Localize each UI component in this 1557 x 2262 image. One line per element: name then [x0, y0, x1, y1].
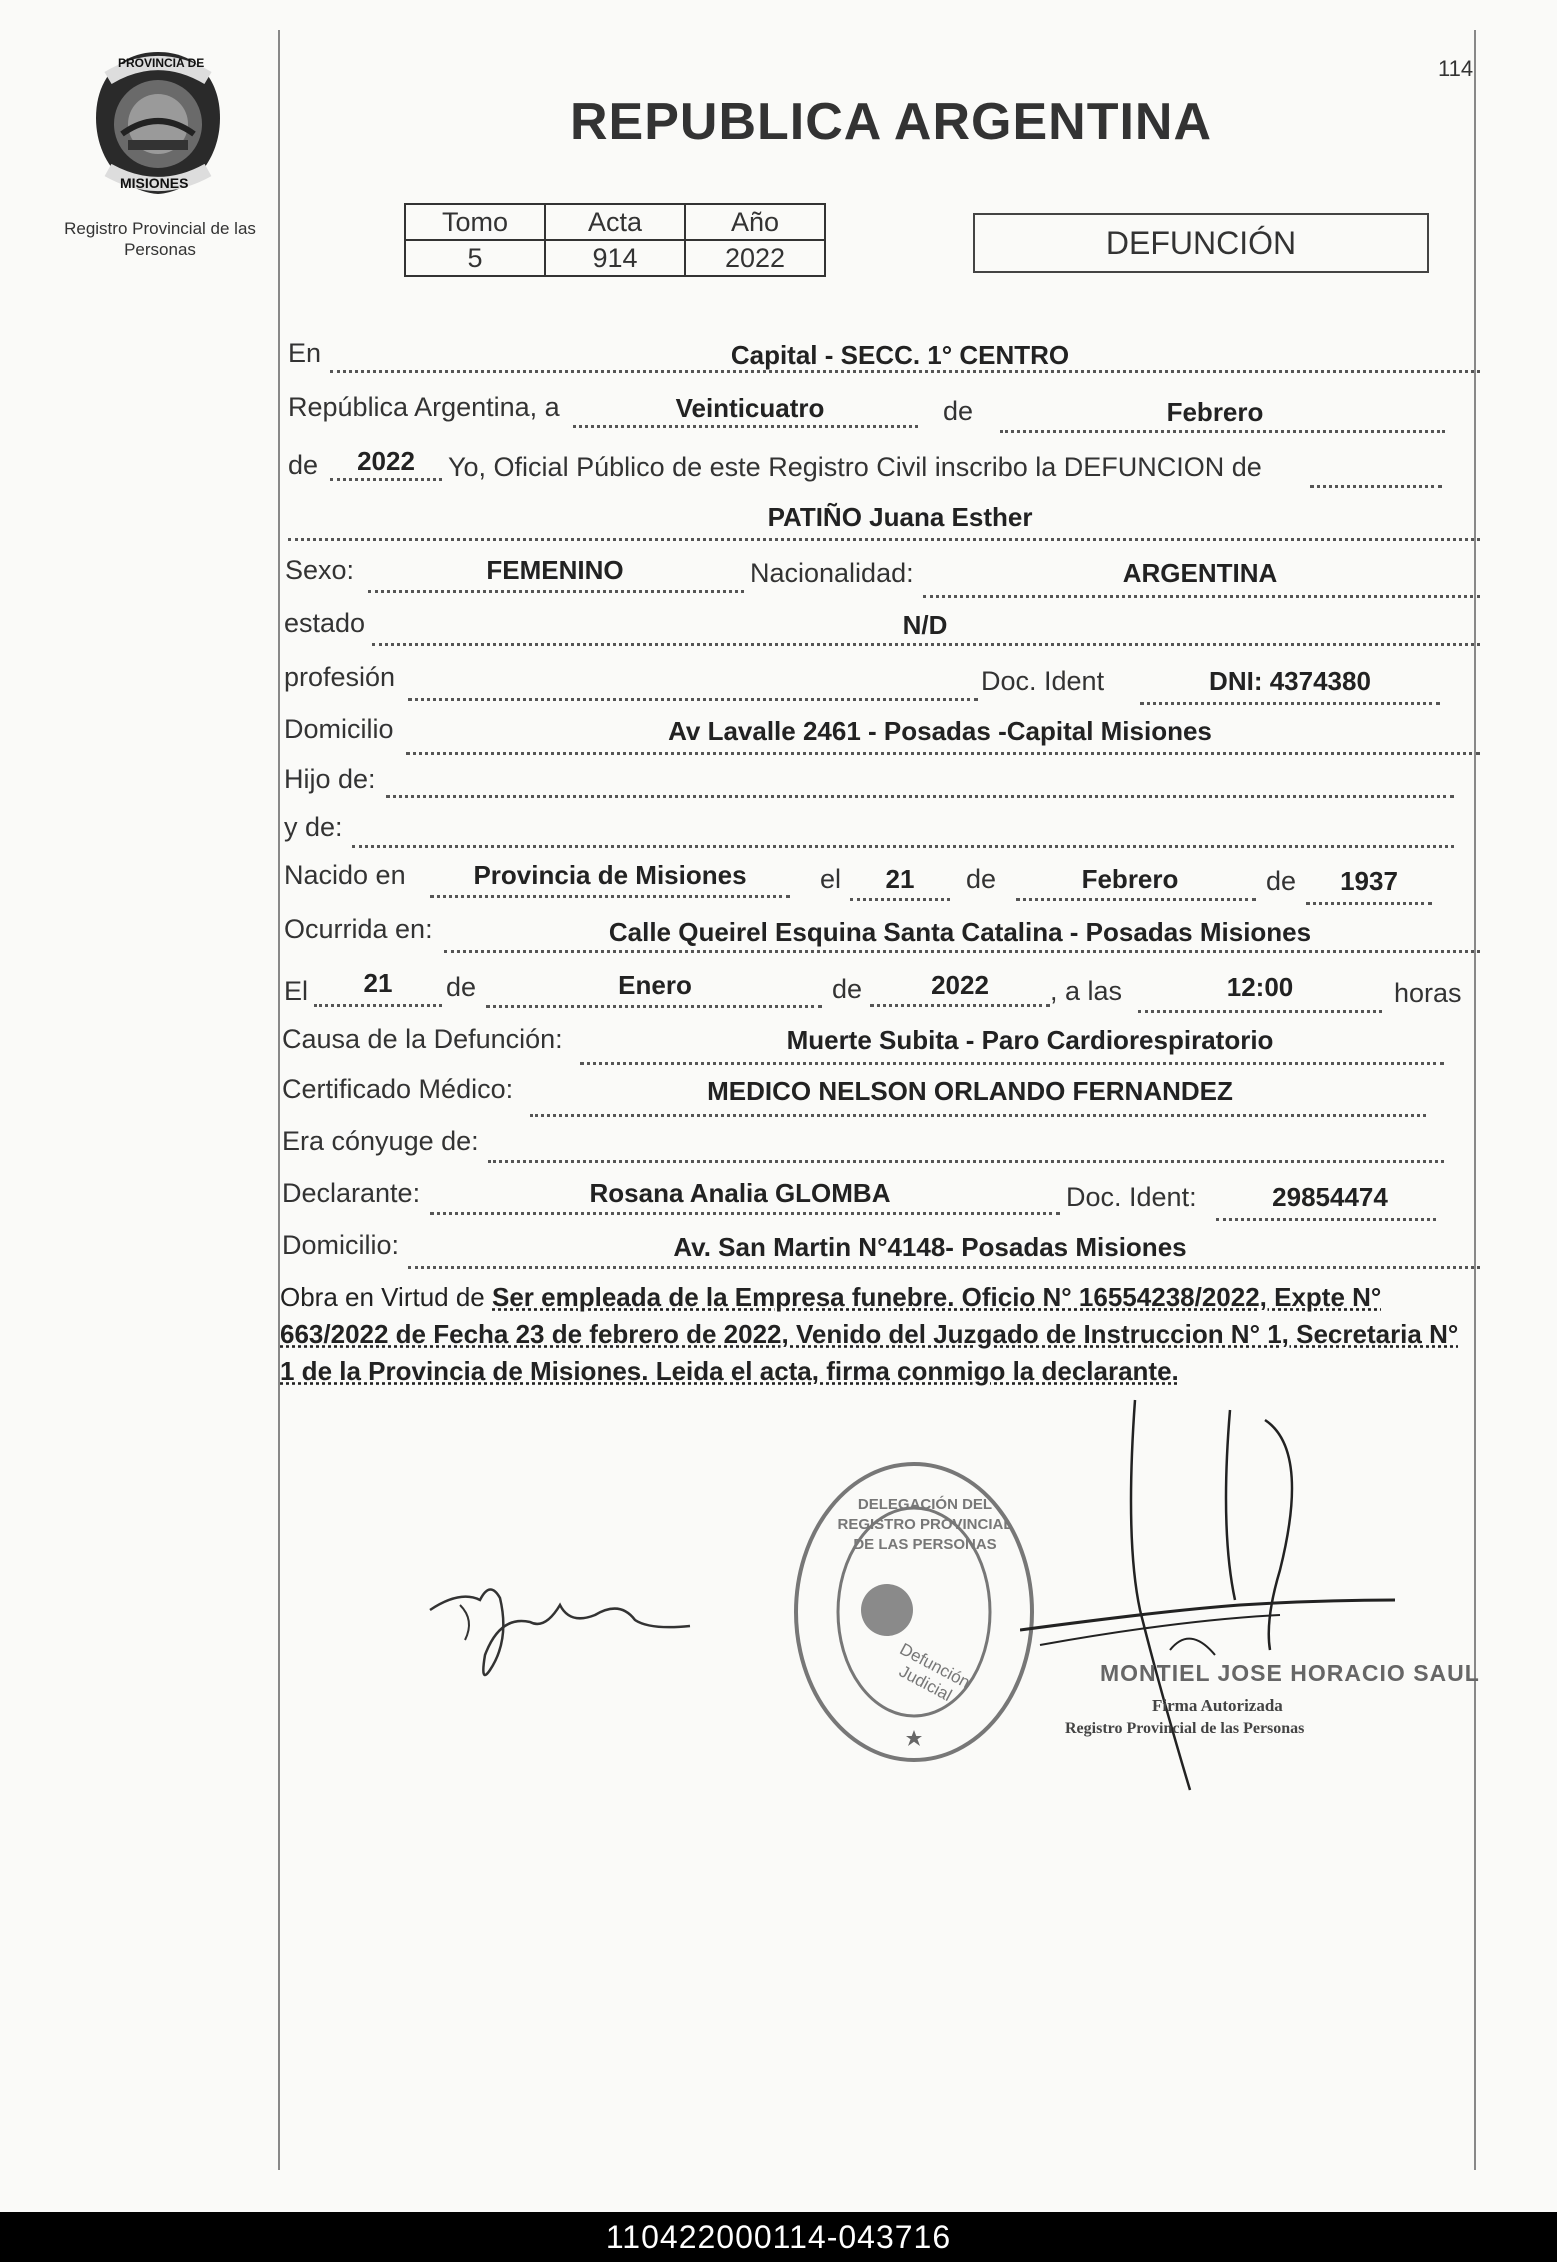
record-table-value-row: [405, 240, 825, 276]
el2-label: El: [284, 976, 309, 1006]
nacionalidad-value: ARGENTINA: [1122, 558, 1278, 588]
birth-month-line: [1016, 898, 1256, 901]
obra-label: Obra en Virtud de: [280, 1282, 485, 1312]
de-year-label: de: [288, 450, 319, 480]
y-de-line: [352, 845, 1454, 848]
declarante-value: Rosana Analia GLOMBA: [589, 1178, 891, 1208]
declarante-label: Declarante:: [282, 1178, 421, 1208]
left-margin-line: [278, 30, 280, 2170]
document-barcode-number: 110422000114-043716: [0, 2212, 1557, 2262]
death-time: 12:00: [1226, 972, 1294, 1002]
table-header-anio: Año: [685, 204, 825, 240]
death-time-line: [1138, 1010, 1382, 1013]
en-value: Capital - SECC. 1° CENTRO: [730, 340, 1070, 370]
doc-ident-value: DNI: 4374380: [1209, 666, 1371, 696]
death-day-line: [314, 1004, 442, 1007]
y-de-label: y de:: [284, 812, 343, 842]
day-line: [573, 425, 918, 428]
doc-ident2-label: Doc. Ident:: [1066, 1182, 1197, 1212]
birth-day-line: [850, 898, 950, 901]
nacido-value: Provincia de Misiones: [473, 860, 747, 890]
inscribo-text: Yo, Oficial Público de este Registro Civil inscribo la DEFUNCION de: [448, 452, 1262, 482]
certificado-line: [530, 1114, 1426, 1117]
ocurrida-value: Calle Queirel Esquina Santa Catalina - Posadas Misiones: [608, 917, 1312, 947]
nacido-label: Nacido en: [284, 860, 406, 890]
conyuge-label: Era cónyuge de:: [282, 1126, 479, 1156]
birth-year: 1937: [1340, 866, 1398, 896]
causa-line: [580, 1062, 1444, 1065]
nacido-line: [430, 895, 790, 898]
year-line: [330, 478, 442, 481]
table-header-tomo: Tomo: [405, 204, 545, 240]
certificado-label: Certificado Médico:: [282, 1074, 514, 1104]
hijo-label: Hijo de:: [284, 764, 376, 794]
obra-value: Ser empleada de la Empresa funebre. Oficio N° 16554238/2022, Expte N° 663/2022 de Fecha 23 de febrero de 2022, Venido del Juzgado de Instruccion N° 1, Secretaria N° 1 de la Provincia de Misiones. Leida el acta, firma conmigo la declarante.: [280, 1282, 1459, 1386]
declarante-line: [430, 1212, 1060, 1215]
conyuge-line: [488, 1160, 1444, 1163]
logo-text-top: PROVINCIA DE: [118, 56, 205, 70]
doc-ident2-line: [1216, 1218, 1436, 1221]
month-value: Febrero: [1166, 397, 1264, 427]
death-day: 21: [363, 968, 393, 998]
death-month-line: [486, 1005, 822, 1008]
death-year-line: [870, 1004, 1050, 1007]
el-label: el: [820, 864, 842, 894]
inscribo-line: [1310, 485, 1442, 488]
record-table-header-row: [405, 204, 825, 240]
certificado-value: MEDICO NELSON ORLANDO FERNANDEZ: [707, 1076, 1233, 1106]
doc-ident2-value: 29854474: [1272, 1182, 1388, 1212]
sexo-value: FEMENINO: [486, 555, 624, 585]
doc-ident-line: [1140, 702, 1440, 705]
nacionalidad-line: [923, 595, 1480, 598]
birth-year-line: [1306, 902, 1432, 905]
stamp-ring-text: DELEGACIÓN DEL REGISTRO PROVINCIAL DE LAS PERSONAS: [837, 1496, 1013, 1553]
birth-day: 21: [885, 864, 915, 894]
de4-label: de: [446, 972, 477, 1002]
declarante-signature: [420, 1560, 700, 1700]
hijo-line: [386, 795, 1454, 798]
causa-value: Muerte Subita - Paro Cardiorespiratorio: [786, 1025, 1274, 1055]
year-value: 2022: [357, 446, 415, 476]
doc-ident-label: Doc. Ident: [981, 666, 1105, 696]
stamp-inner-text: Defunción Judicial: [896, 1639, 974, 1706]
estado-value: N/D: [902, 610, 948, 640]
deceased-name: PATIÑO Juana Esther: [767, 502, 1033, 532]
de-label: de: [943, 396, 974, 426]
official-signature: [1020, 1390, 1400, 1810]
a-las-label: , a las: [1050, 976, 1123, 1006]
obra-paragraph: [280, 1279, 1475, 1390]
logo-text-bottom: MISIONES: [120, 175, 189, 191]
page-number: 114: [1438, 56, 1474, 81]
name-line: [288, 538, 1480, 541]
domicilio-value: Av Lavalle 2461 - Posadas -Capital Misiones: [668, 716, 1212, 746]
domicilio-line: [406, 752, 1480, 755]
table-header-acta: Acta: [545, 204, 685, 240]
causa-label: Causa de la Defunción:: [282, 1024, 563, 1054]
table-value-acta: 914: [545, 240, 685, 276]
sexo-line: [368, 590, 744, 593]
profesion-line: [408, 698, 978, 701]
de5-label: de: [832, 974, 863, 1004]
day-value: Veinticuatro: [675, 393, 825, 423]
de2-label: de: [966, 864, 997, 894]
signature-line2: Registro Provincial de las Personas: [1065, 1720, 1305, 1737]
ocurrida-label: Ocurrida en:: [284, 914, 433, 944]
horas-label: horas: [1394, 978, 1462, 1008]
birth-month: Febrero: [1081, 864, 1179, 894]
domicilio2-label: Domicilio:: [282, 1230, 400, 1260]
right-margin-line: [1474, 30, 1476, 2170]
domicilio-label: Domicilio: [284, 714, 394, 744]
estado-line: [372, 643, 1480, 646]
profesion-label: profesión: [284, 662, 396, 692]
sexo-label: Sexo:: [285, 555, 355, 585]
domicilio2-line: [408, 1266, 1480, 1269]
estado-label: estado: [284, 608, 366, 638]
signature-name: MONTIEL JOSE HORACIO SAUL: [1100, 1660, 1480, 1686]
nacionalidad-label: Nacionalidad:: [750, 558, 914, 588]
de3-label: de: [1266, 866, 1297, 896]
republica-label: República Argentina, a: [288, 392, 560, 422]
domicilio2-value: Av. San Martin N°4148- Posadas Misiones: [673, 1232, 1187, 1262]
table-value-tomo: 5: [405, 240, 545, 276]
en-label: En: [288, 338, 322, 368]
ocurrida-line: [444, 950, 1480, 953]
death-month: Enero: [618, 970, 692, 1000]
record-table: [404, 203, 826, 277]
document-type-box: DEFUNCIÓN: [973, 213, 1429, 273]
signature-line1: Firma Autorizada: [1152, 1696, 1283, 1715]
death-year: 2022: [931, 970, 989, 1000]
page-title: REPUBLICA ARGENTINA: [570, 93, 1213, 151]
month-line: [1000, 430, 1445, 433]
registry-name: Registro Provincial de las Personas: [64, 219, 256, 259]
table-value-anio: 2022: [685, 240, 825, 276]
